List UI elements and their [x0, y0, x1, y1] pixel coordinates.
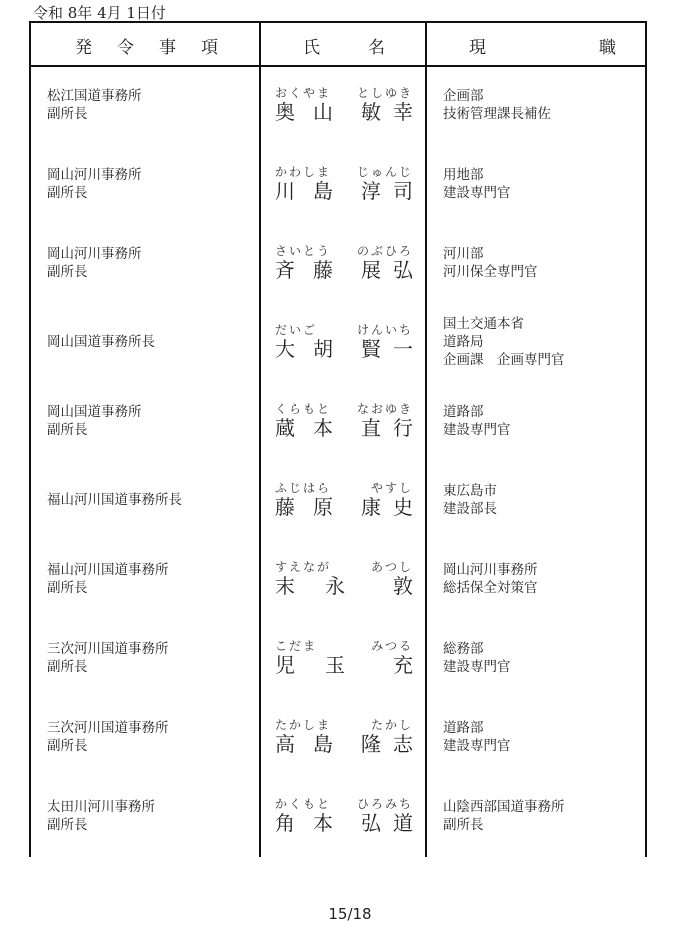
- table-row: [31, 223, 645, 302]
- family-name-char: 玉: [325, 652, 345, 677]
- family-name-char: 山: [313, 99, 333, 124]
- appointment: 太田川河川事務所 副所長: [47, 798, 155, 833]
- kanji-name: [275, 416, 413, 440]
- current-position: 山陰西部国道事務所 副所長: [443, 798, 565, 833]
- given-name-char: 史: [393, 494, 413, 519]
- given-name-char: 隆: [361, 731, 381, 756]
- given-name: [361, 337, 413, 361]
- family-name-char: 蔵: [275, 415, 295, 440]
- appointment: 岡山河川事務所 副所長: [47, 166, 142, 201]
- furigana-family: さいとう: [275, 243, 332, 258]
- family-name-char: 島: [313, 178, 333, 203]
- given-name: [361, 179, 413, 203]
- personnel-table: [29, 21, 647, 857]
- appointment: 岡山河川事務所 副所長: [47, 245, 142, 280]
- given-name-char: 康: [361, 494, 381, 519]
- kanji-name: [275, 574, 413, 598]
- family-name-char: 角: [275, 810, 295, 835]
- person-name: [275, 165, 413, 203]
- table-row: [31, 302, 645, 381]
- table-row: [31, 618, 645, 697]
- current-position: 国土交通本省 道路局 企画課 企画専門官: [443, 315, 565, 368]
- table-row: [31, 460, 645, 539]
- family-name: [275, 179, 333, 203]
- given-name-char: 充: [393, 652, 413, 677]
- family-name-char: 高: [275, 731, 295, 756]
- person-name: [275, 323, 413, 361]
- family-name: [275, 811, 333, 835]
- header-appointment-char: 令: [117, 38, 134, 58]
- current-position: 企画部 技術管理課長補佐: [443, 87, 551, 122]
- issue-date: 令和 8年 4月 1日付: [33, 4, 166, 22]
- person-name: [275, 560, 413, 598]
- given-name: [361, 574, 413, 598]
- given-name: [361, 258, 413, 282]
- person-name: [275, 797, 413, 835]
- furigana-family: くらもと: [275, 401, 332, 416]
- family-name-char: 川: [275, 178, 295, 203]
- given-name-char: 敦: [393, 573, 413, 598]
- given-name-char: 司: [393, 178, 413, 203]
- furigana-family: たかしま: [275, 717, 332, 732]
- family-name: [275, 258, 333, 282]
- person-name: [275, 639, 413, 677]
- kanji-name: [275, 100, 413, 124]
- given-name-char: 道: [393, 810, 413, 835]
- family-name-char: 胡: [313, 336, 333, 361]
- furigana-given: けんいち: [356, 322, 413, 337]
- furigana-given: なおゆき: [356, 401, 413, 416]
- current-position: 河川部 河川保全専門官: [443, 245, 538, 280]
- given-name-char: 弘: [393, 257, 413, 282]
- family-name: [275, 495, 333, 519]
- furigana-given: ひろみち: [356, 796, 413, 811]
- furigana: [275, 718, 413, 732]
- furigana: [275, 244, 413, 258]
- given-name-char: 賢: [361, 336, 381, 361]
- given-name-char: 弘: [361, 810, 381, 835]
- furigana-given: のぶひろ: [356, 243, 413, 258]
- person-name: [275, 244, 413, 282]
- family-name-char: 島: [313, 731, 333, 756]
- header-appointment-char: 項: [201, 38, 218, 58]
- family-name-char: 奥: [275, 99, 295, 124]
- person-name: [275, 718, 413, 756]
- given-name: [361, 653, 413, 677]
- furigana-family: すえなが: [275, 559, 332, 574]
- given-name-char: 行: [393, 415, 413, 440]
- current-position: 岡山河川事務所 総括保全対策官: [443, 561, 538, 596]
- person-name: [275, 86, 413, 124]
- family-name-char: 原: [313, 494, 333, 519]
- family-name-char: 永: [325, 573, 345, 598]
- given-name-char: 志: [393, 731, 413, 756]
- appointment: 岡山国道事務所長: [47, 333, 155, 350]
- given-name-char: 幸: [393, 99, 413, 124]
- furigana: [275, 86, 413, 100]
- furigana: [275, 639, 413, 653]
- furigana: [275, 323, 413, 337]
- kanji-name: [275, 732, 413, 756]
- table-row: [31, 381, 645, 460]
- furigana-given: みつる: [371, 638, 413, 653]
- current-position: 道路部 建設専門官: [443, 403, 511, 438]
- appointment: 福山河川国道事務所長: [47, 491, 182, 508]
- furigana-given: としゆき: [356, 85, 413, 100]
- appointment: 松江国道事務所 副所長: [47, 87, 142, 122]
- family-name-char: 児: [275, 652, 295, 677]
- current-position: 総務部 建設専門官: [443, 640, 511, 675]
- furigana: [275, 560, 413, 574]
- appointment: 三次河川国道事務所 副所長: [47, 719, 169, 754]
- appointment: 岡山国道事務所 副所長: [47, 403, 142, 438]
- kanji-name: [275, 653, 413, 677]
- given-name-char: 直: [361, 415, 381, 440]
- furigana-given: たかし: [370, 717, 413, 732]
- furigana-family: だいご: [275, 322, 318, 337]
- furigana: [275, 797, 413, 811]
- family-name-char: 藤: [313, 257, 333, 282]
- page-number: 15/18: [328, 905, 372, 923]
- furigana-family: かわしま: [275, 164, 332, 179]
- current-position: 東広島市 建設部長: [443, 482, 497, 517]
- header-current-char: 職: [599, 38, 616, 58]
- family-name-char: 本: [313, 810, 333, 835]
- kanji-name: [275, 258, 413, 282]
- kanji-name: [275, 179, 413, 203]
- furigana-given: じゅんじ: [356, 164, 413, 179]
- person-name: [275, 481, 413, 519]
- family-name-char: 末: [275, 573, 295, 598]
- given-name-char: 展: [361, 257, 381, 282]
- family-name: [275, 732, 333, 756]
- header-name-char: 名: [368, 38, 385, 58]
- given-name-char: 敏: [361, 99, 381, 124]
- furigana-given: あつし: [370, 559, 413, 574]
- table-row: [31, 65, 645, 144]
- family-name-char: 大: [275, 336, 295, 361]
- table-row: [31, 776, 645, 855]
- given-name-char: 淳: [361, 178, 381, 203]
- table-row: [31, 144, 645, 223]
- appointment: 福山河川国道事務所 副所長: [47, 561, 169, 596]
- table-header: [31, 23, 645, 67]
- kanji-name: [275, 811, 413, 835]
- furigana-family: こだま: [275, 638, 318, 653]
- given-name-char: 一: [393, 336, 413, 361]
- given-name: [361, 416, 413, 440]
- current-position: 道路部 建設専門官: [443, 719, 511, 754]
- family-name: [275, 337, 333, 361]
- header-name-char: 氏: [303, 38, 320, 58]
- appointment: 三次河川国道事務所 副所長: [47, 640, 169, 675]
- table-row: [31, 697, 645, 776]
- furigana-family: おくやま: [275, 85, 332, 100]
- table-row: [31, 539, 645, 618]
- current-position: 用地部 建設専門官: [443, 166, 511, 201]
- furigana-family: ふじはら: [275, 480, 332, 495]
- person-name: [275, 402, 413, 440]
- given-name: [361, 811, 413, 835]
- furigana: [275, 165, 413, 179]
- kanji-name: [275, 495, 413, 519]
- kanji-name: [275, 337, 413, 361]
- family-name: [275, 416, 333, 440]
- furigana: [275, 481, 413, 495]
- given-name: [361, 495, 413, 519]
- furigana-family: かくもと: [275, 796, 332, 811]
- family-name-char: 斉: [275, 257, 295, 282]
- header-appointment-char: 事: [159, 38, 176, 58]
- header-appointment-char: 発: [75, 38, 92, 58]
- header-current-char: 現: [469, 38, 486, 58]
- given-name: [361, 100, 413, 124]
- family-name-char: 本: [313, 415, 333, 440]
- family-name: [275, 574, 345, 598]
- family-name: [275, 653, 345, 677]
- family-name-char: 藤: [275, 494, 295, 519]
- given-name: [361, 732, 413, 756]
- furigana-given: やすし: [370, 480, 413, 495]
- furigana: [275, 402, 413, 416]
- family-name: [275, 100, 333, 124]
